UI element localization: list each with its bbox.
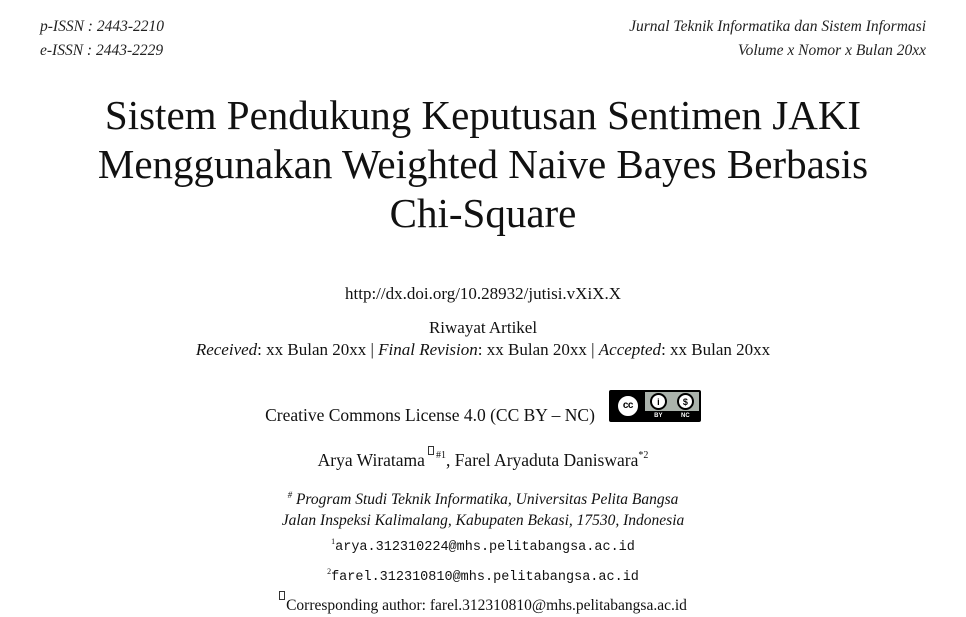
journal-name: Jurnal Teknik Informatika dan Sistem Informasi <box>629 18 926 35</box>
e-issn: e-ISSN : 2443-2229 <box>40 42 164 59</box>
authors-line <box>0 445 966 471</box>
affiliation-line-1 <box>0 485 966 510</box>
author-2-mark: *2 <box>638 450 649 461</box>
journal-volume: Volume x Nomor x Bulan 20xx <box>737 42 926 59</box>
title-line-2: Menggunakan Weighted Naive Bayes Berbasis <box>97 141 869 187</box>
email-address[interactable]: arya.312310224@mhs.pelitabangsa.ac.id <box>335 540 635 555</box>
author-2-name: Farel Aryaduta Daniswara <box>454 450 639 470</box>
email-address[interactable]: farel.312310810@mhs.pelitabangsa.ac.id <box>331 570 639 585</box>
noncommercial-icon: $ <box>677 393 694 410</box>
corresponding-marker-icon <box>279 591 285 600</box>
title-line-1: Sistem Pendukung Keputusan Sentimen JAKI <box>104 92 862 138</box>
cc-label-strip <box>645 411 699 420</box>
corresponding-text: Corresponding author: farel.312310810@mhs.pelitabangsa.ac.id <box>286 597 687 614</box>
author-separator: , <box>445 450 455 470</box>
cc-icon: cc <box>616 394 640 418</box>
email-list <box>0 530 966 590</box>
affiliation-mark: # <box>287 490 293 500</box>
by-label: BY <box>654 412 663 419</box>
p-issn: p-ISSN : 2443-2210 <box>40 18 164 35</box>
corresponding-author <box>0 591 966 617</box>
nc-label: NC <box>681 412 690 419</box>
email-item <box>0 560 966 590</box>
accepted-value: : xx Bulan 20xx <box>661 340 771 359</box>
affiliation-line-2: Jalan Inspeksi Kalimalang, Kabupaten Bekasi, 17530, Indonesia <box>281 512 685 529</box>
article-history <box>0 317 966 361</box>
received-label: Received <box>195 340 258 359</box>
affiliation-program: Program Studi Teknik Informatika, Universitas Pelita Bangsa <box>292 491 679 508</box>
author-1-mark: #1 <box>435 450 446 461</box>
revision-label: Final Revision <box>378 340 478 359</box>
author-1-name: Arya Wiratama <box>317 450 425 470</box>
history-dates <box>0 339 966 361</box>
email-mark: 2 <box>327 567 332 576</box>
title-line-3: Chi-Square <box>389 190 577 236</box>
email-mark: 1 <box>331 537 336 546</box>
paper-title <box>0 91 966 238</box>
cc-by-nc-badge[interactable] <box>609 390 701 422</box>
orcid-placeholder-icon <box>428 446 434 455</box>
accepted-label: Accepted <box>598 340 662 359</box>
received-value: : xx Bulan 20xx | <box>257 340 379 359</box>
license-text: Creative Commons License 4.0 (CC BY – NC) <box>265 405 595 425</box>
email-item <box>0 530 966 560</box>
issn-block <box>40 15 164 63</box>
doi-link[interactable]: http://dx.doi.org/10.28932/jutisi.vXiX.X <box>345 284 621 303</box>
journal-info <box>629 15 926 63</box>
history-heading: Riwayat Artikel <box>428 318 538 337</box>
cc-logo-section <box>611 392 645 420</box>
attribution-icon: i <box>650 393 667 410</box>
revision-value: : xx Bulan 20xx | <box>477 340 599 359</box>
license-row <box>0 386 966 426</box>
affiliation <box>0 485 966 531</box>
cc-conditions <box>645 392 699 420</box>
